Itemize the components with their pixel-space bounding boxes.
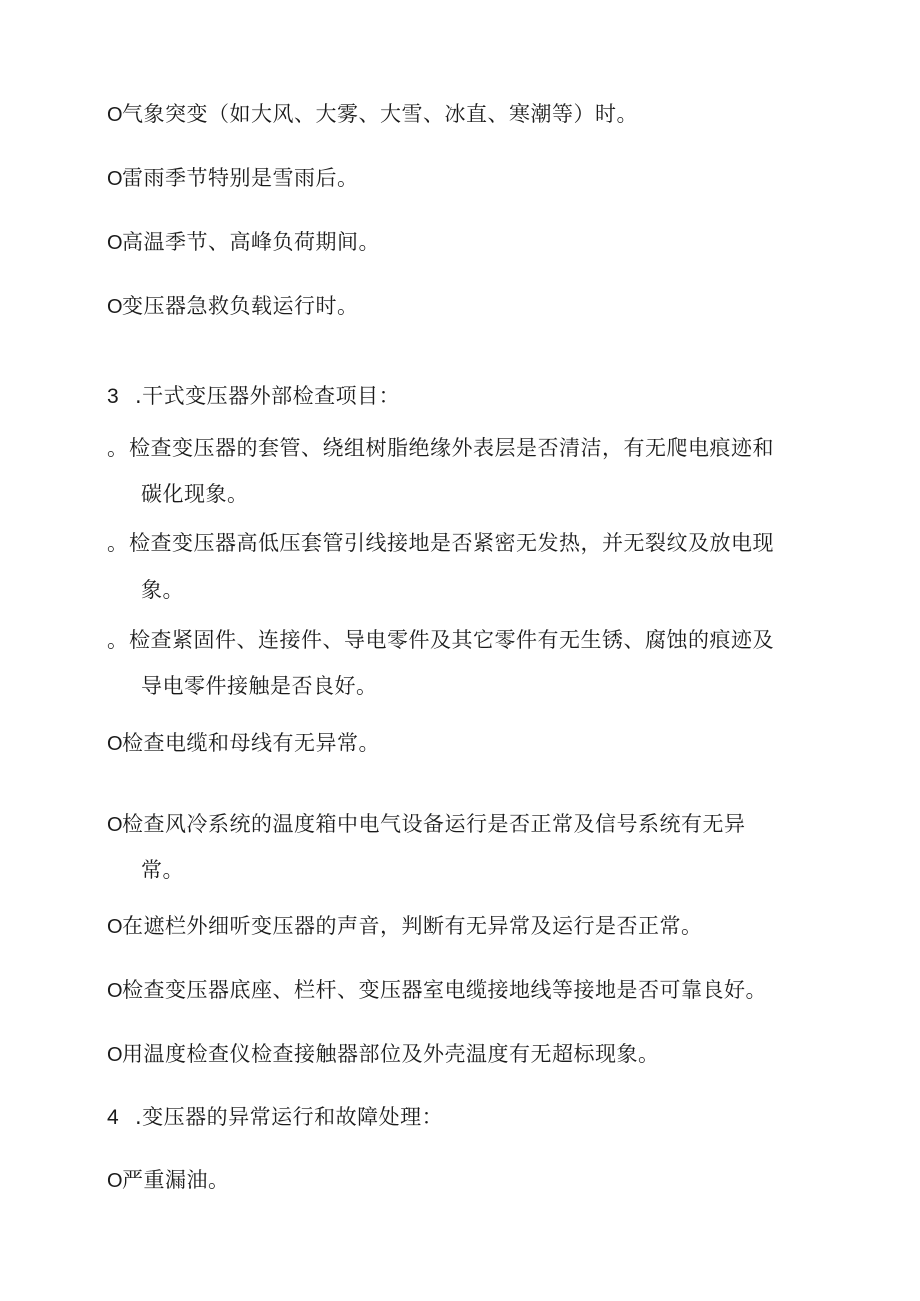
circle-bullet-icon: O (107, 733, 124, 755)
list-item-check7 (107, 976, 767, 1005)
section-number: 4 (107, 1106, 120, 1129)
list-item-thunder (107, 164, 359, 193)
circle-bullet-icon: O (107, 168, 124, 190)
section-number: 3 (107, 385, 120, 408)
list-item-text: 检查风冷系统的温度箱中电气设备运行是否正常及信号系统有无异 (122, 812, 746, 836)
list-item-text: 碳化现象。 (141, 482, 249, 506)
list-item-check3 (107, 626, 774, 654)
list-item-text: 在遮栏外细听变压器的声音，判断有无异常及运行是否正常。 (122, 914, 703, 938)
list-item-text: 常。 (141, 858, 184, 882)
section-heading-3 (107, 382, 400, 411)
list-item-text: 导电零件接触是否良好。 (141, 674, 378, 698)
list-item-text: 变压器急救负载运行时。 (122, 294, 359, 318)
dot-bullet-icon: 。 (107, 531, 129, 555)
list-item-check5-cont (141, 856, 184, 884)
list-item-emergency (107, 292, 359, 321)
dot-bullet-icon: 。 (107, 628, 129, 652)
list-item-check2 (107, 529, 774, 557)
circle-bullet-icon: O (107, 1170, 124, 1192)
list-item-text: 检查电缆和母线有无异常。 (122, 731, 380, 755)
circle-bullet-icon: O (107, 296, 124, 318)
list-item-text: 气象突变（如大风、大雾、大雪、冰直、寒潮等）时。 (122, 102, 638, 126)
circle-bullet-icon: O (107, 916, 124, 938)
circle-bullet-icon: O (107, 1044, 124, 1066)
list-item-high-temp (107, 228, 380, 257)
list-item-text: 象。 (141, 578, 184, 602)
list-item-check5 (107, 810, 746, 839)
list-item-weather (107, 100, 638, 129)
list-item-check3-cont (141, 672, 378, 700)
section-title: .变压器的异常运行和故障处理： (135, 1105, 444, 1129)
section-heading-4 (107, 1103, 443, 1132)
list-item-fault1 (107, 1166, 230, 1195)
circle-bullet-icon: O (107, 232, 124, 254)
list-item-check6 (107, 912, 703, 941)
circle-bullet-icon: O (107, 980, 124, 1002)
circle-bullet-icon: O (107, 104, 124, 126)
list-item-text: 检查变压器的套管、绕组树脂绝缘外表层是否清洁，有无爬电痕迹和 (129, 436, 774, 460)
list-item-check8 (107, 1040, 660, 1069)
list-item-text: 检查紧固件、连接件、导电零件及其它零件有无生锈、腐蚀的痕迹及 (129, 628, 774, 652)
list-item-check1 (107, 434, 774, 462)
list-item-check2-cont (141, 576, 184, 604)
list-item-text: 严重漏油。 (122, 1168, 230, 1192)
list-item-text: 检查变压器底座、栏杆、变压器室电缆接地线等接地是否可靠良好。 (122, 978, 767, 1002)
list-item-check4 (107, 729, 380, 758)
list-item-text: 高温季节、高峰负荷期间。 (122, 230, 380, 254)
list-item-text: 检查变压器高低压套管引线接地是否紧密无发热，并无裂纹及放电现 (129, 531, 774, 555)
section-title: .干式变压器外部检查项目： (135, 384, 401, 408)
list-item-text: 用温度检查仪检查接触器部位及外壳温度有无超标现象。 (122, 1042, 660, 1066)
circle-bullet-icon: O (107, 814, 124, 836)
list-item-check1-cont (141, 480, 249, 508)
dot-bullet-icon: 。 (107, 436, 129, 460)
list-item-text: 雷雨季节特别是雪雨后。 (122, 166, 359, 190)
